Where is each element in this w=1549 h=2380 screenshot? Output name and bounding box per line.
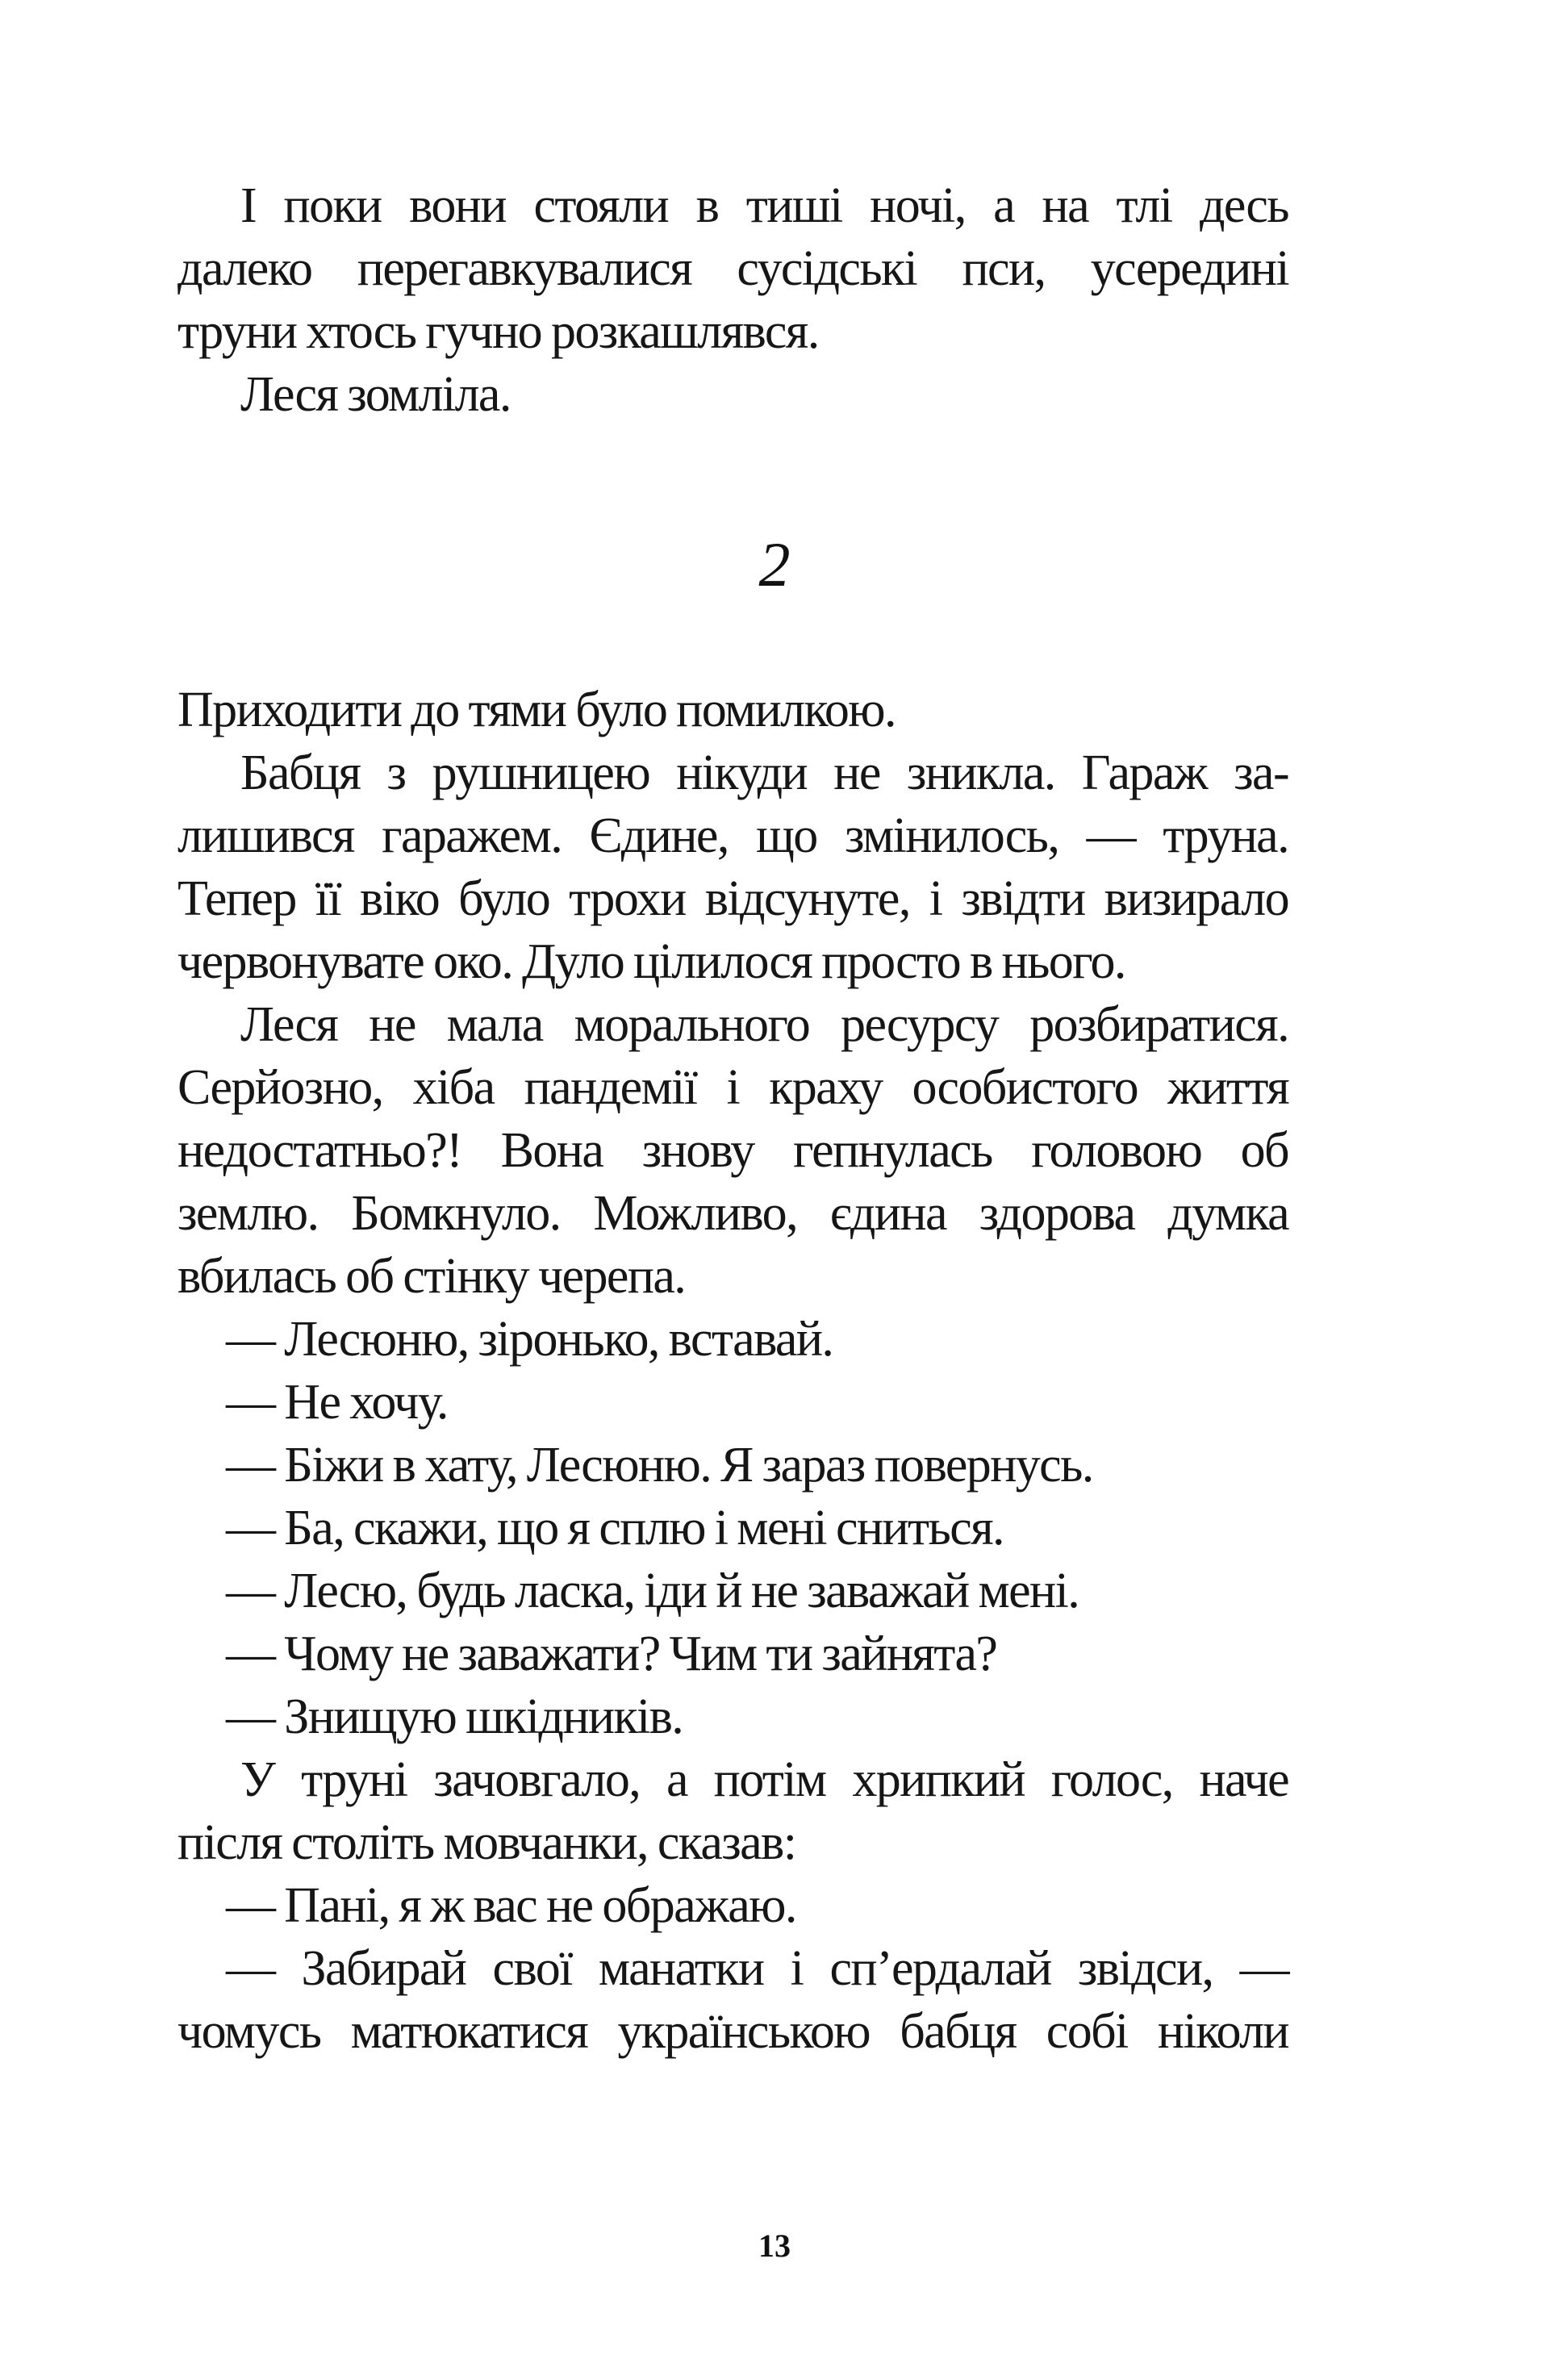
- text-line: [177, 993, 1288, 1056]
- text-line: [177, 679, 1288, 741]
- chapter-number: 2: [758, 529, 791, 599]
- text-line: [177, 741, 1288, 804]
- text-line: [177, 174, 1288, 237]
- text-line-content: недостатньо?! Вона знову гепнулась головою об: [177, 1123, 1288, 1178]
- text-line-content: Тепер її віко було трохи відсунуте, і звідти визирало: [177, 871, 1288, 926]
- text-line-content: лишився гаражем. Єдине, що змінилось, — труна.: [177, 808, 1288, 863]
- text-line-content: Леся не мала морального ресурсу розбиратися.: [240, 997, 1288, 1052]
- text-line: [177, 363, 1288, 426]
- text-line: [177, 1748, 1288, 1811]
- text-line: [177, 1182, 1288, 1245]
- text-line: [177, 300, 1288, 363]
- text-line-content: — Лесюню, зіронько, вставай.: [226, 1312, 833, 1367]
- dialogue-line: [177, 1622, 1288, 1685]
- text-line-content: — Чому не заважати? Чим ти зайнята?: [226, 1626, 997, 1681]
- text-line-content: — Знищую шкідників.: [226, 1689, 683, 1744]
- text-line-content: — Ба, скажи, що я сплю і мені сниться.: [226, 1501, 1004, 1555]
- text-line: [177, 1245, 1288, 1308]
- text-line: [177, 1056, 1288, 1119]
- text-line-content: І поки вони стояли в тиші ночі, а на тлі десь: [240, 178, 1288, 233]
- page-number: 13: [758, 2228, 791, 2264]
- dialogue-line: [177, 1874, 1288, 1937]
- dialogue-line: [177, 1685, 1288, 1748]
- text-line-content: — Біжи в хату, Лесюню. Я зараз повернусь.: [226, 1438, 1093, 1493]
- text-line: [177, 2000, 1288, 2063]
- text-line: [177, 1811, 1288, 1874]
- dialogue-line: [177, 1434, 1288, 1497]
- dialogue-line: [177, 1371, 1288, 1434]
- text-line-content: після століть мовчанки, сказав:: [177, 1815, 796, 1870]
- text-line-content: У труні зачовгало, а потім хрипкий голос, наче: [240, 1752, 1288, 1807]
- text-line-content: — Забирай свої манатки і сп’ердалай звідси, —: [226, 1941, 1288, 1996]
- text-line: [177, 930, 1288, 993]
- text-line-content: Серйозно, хіба пандемії і краху особистого життя: [177, 1060, 1288, 1115]
- text-line-content: далеко перегавкувалися сусідські пси, усередині: [177, 241, 1288, 296]
- text-line-content: труни хтось гучно розкашлявся.: [177, 304, 819, 359]
- text-line: [177, 804, 1288, 867]
- text-line-content: чомусь матюкатися українською бабця собі ніколи: [177, 2004, 1288, 2059]
- text-line-content: Бабця з рушницею нікуди не зникла. Гараж за-: [240, 745, 1288, 800]
- text-line-content: червонувате око. Дуло цілилося просто в нього.: [177, 934, 1125, 989]
- text-line-content: землю. Бомкнуло. Можливо, єдина здорова думка: [177, 1186, 1288, 1241]
- text-line-content: Леся зомліла.: [240, 367, 511, 422]
- text-line-content: вбилась об стінку черепа.: [177, 1249, 686, 1304]
- text-line-content: — Лесю, будь ласка, іди й не заважай мені.: [226, 1564, 1079, 1618]
- text-line: [177, 867, 1288, 930]
- text-line: [177, 1119, 1288, 1182]
- text-line-content: Приходити до тями було помилкою.: [177, 683, 896, 737]
- text-line-content: — Не хочу.: [226, 1375, 448, 1430]
- dialogue-line: [177, 1560, 1288, 1622]
- text-line-content: — Пані, я ж вас не ображаю.: [226, 1878, 796, 1933]
- dialogue-line: [177, 1497, 1288, 1560]
- dialogue-line: [177, 1308, 1288, 1371]
- dialogue-line: [177, 1937, 1288, 2000]
- text-line: [177, 237, 1288, 300]
